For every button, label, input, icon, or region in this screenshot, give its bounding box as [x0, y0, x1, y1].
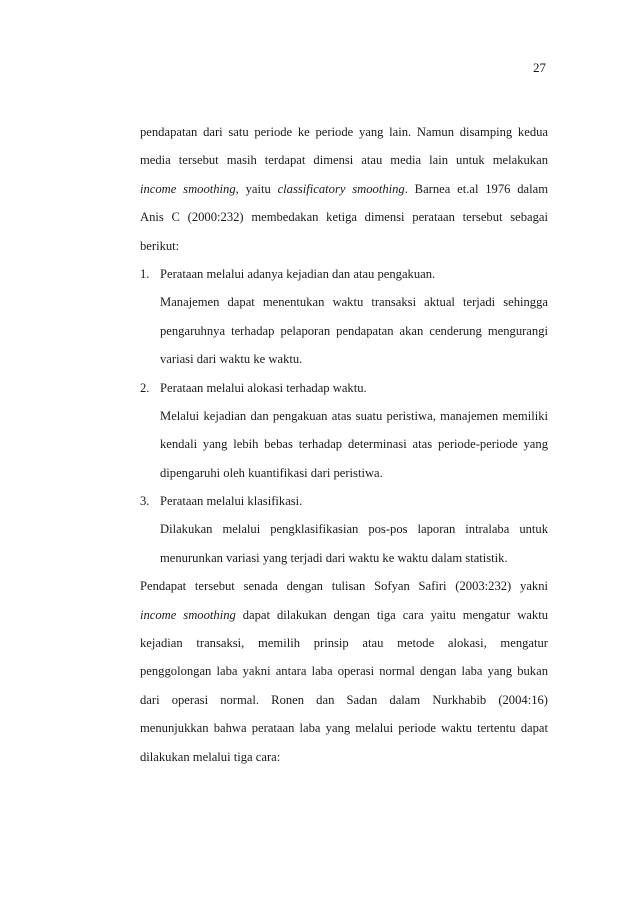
text-line	[140, 657, 548, 685]
text-span: menurunkan variasi yang terjadi dari waktu ke waktu dalam statistik.	[160, 550, 508, 565]
text-line	[140, 544, 548, 572]
text-span: pendapatan dari satu periode ke periode yang lain. Namun disamping kedua	[140, 125, 548, 139]
text-span: dilakukan melalui tiga cara:	[140, 749, 281, 764]
text-span: dari operasi normal. Ronen dan Sadan dalam Nurkhabib (2004:16)	[140, 692, 548, 707]
text-span: Perataan melalui klasifikasi.	[160, 494, 303, 509]
text-line	[140, 601, 548, 629]
text-span: Pendapat tersebut senada dengan tulisan Sofyan Safiri (2003:232) yakni	[140, 579, 548, 594]
text-span: dapat dilakukan dengan tiga cara yaitu mengatur waktu	[235, 607, 548, 622]
text-span: variasi dari waktu ke waktu.	[160, 352, 303, 367]
text-line	[140, 686, 548, 714]
list-item-heading	[140, 487, 548, 515]
list-number: 3.	[140, 494, 150, 509]
page-number: 27	[533, 60, 546, 75]
text-span: penggolongan laba yakni antara laba operasi normal dengan laba yang bukan	[140, 664, 548, 679]
text-span: . Barnea et.al 1976 dalam	[404, 181, 549, 196]
text-span: Perataan melalui adanya kejadian dan atau pengakuan.	[160, 266, 436, 281]
text-line	[140, 743, 548, 771]
text-line	[140, 572, 548, 600]
text-span: berikut:	[140, 238, 180, 253]
text-span: , yaitu	[235, 181, 278, 196]
text-line	[140, 317, 548, 345]
text-span: Dilakukan melalui pengklasifikasian pos-pos laporan intralaba untuk	[160, 522, 548, 537]
list-item-heading	[140, 374, 548, 402]
text-line	[140, 629, 548, 657]
text-span: Manajemen dapat menentukan waktu transaksi aktual terjadi sehingga	[160, 295, 548, 310]
italic-term: classificatory smoothing	[277, 181, 405, 196]
text-line	[140, 515, 548, 543]
list-number: 2.	[140, 380, 150, 395]
text-line	[140, 459, 548, 487]
list-number: 1.	[140, 266, 150, 281]
text-line	[140, 232, 548, 260]
text-span: menunjukkan bahwa perataan laba yang melalui periode waktu tertentu dapat	[140, 721, 548, 736]
text-line	[140, 714, 548, 742]
text-span: media tersebut masih terdapat dimensi atau media lain untuk melakukan	[140, 153, 548, 168]
text-line	[140, 402, 548, 430]
italic-term: income smoothing	[140, 181, 236, 196]
text-span: kejadian transaksi, memilih prinsip atau metode alokasi, mengatur	[140, 636, 548, 651]
text-line	[140, 288, 548, 316]
italic-term: income smoothing	[140, 607, 236, 622]
text-span: pengaruhnya terhadap pelaporan pendapatan akan cenderung mengurangi	[160, 323, 548, 338]
text-span: Anis C (2000:232) membedakan ketiga dimensi perataan tersebut sebagai	[140, 210, 548, 225]
text-line	[140, 146, 548, 174]
text-line	[140, 203, 548, 231]
text-span: Melalui kejadian dan pengakuan atas suatu peristiwa, manajemen memiliki	[160, 408, 548, 423]
text-line	[140, 430, 548, 458]
text-span: kendali yang lebih bebas terhadap determinasi atas periode-periode yang	[160, 437, 548, 452]
text-line	[140, 175, 548, 203]
text-line	[140, 345, 548, 373]
text-line	[140, 118, 548, 146]
text-span: Perataan melalui alokasi terhadap waktu.	[160, 380, 367, 395]
text-span: dipengaruhi oleh kuantifikasi dari peristiwa.	[160, 465, 383, 480]
document-body	[140, 118, 548, 771]
list-item-heading	[140, 260, 548, 288]
